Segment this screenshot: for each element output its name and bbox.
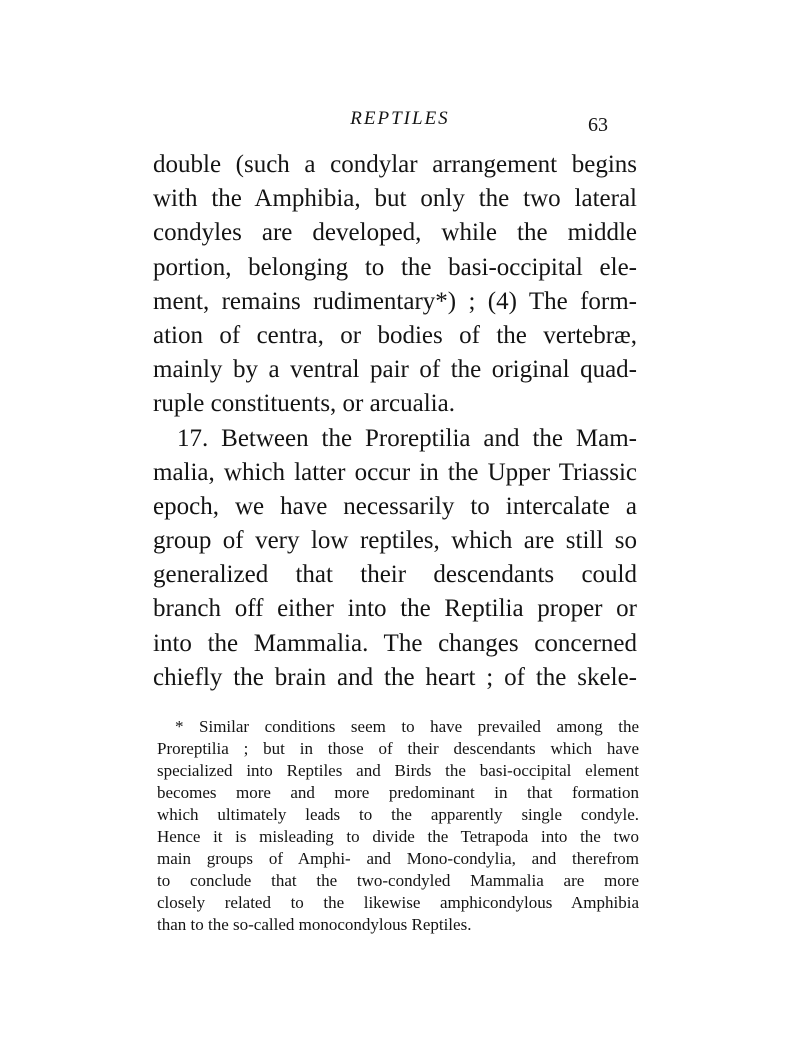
running-head [0,108,800,136]
body-line: chiefly the brain and the heart ; of the skele- [153,663,637,691]
body-line: condyles are developed, while the middle [153,219,637,247]
footnote-line: closely related to the likewise amphicondylous Amphibia [157,893,639,912]
body-line: epoch, we have necessarily to intercalate a [153,492,637,520]
body-line: generalized that their descendants could [153,561,637,589]
body-line: ruple constituents, or arcualia. [153,390,455,418]
footnote-line: to conclude that the two-condyled Mammalia are more [157,871,639,890]
body-line: ation of centra, or bodies of the vertebræ, [153,321,637,349]
body-text [153,148,637,695]
body-line: branch off either into the Reptilia proper or [153,595,637,623]
footnote-line: main groups of Amphi- and Mono-condylia, and therefrom [157,849,639,868]
footnote-line: Proreptilia ; but in those of their descendants which have [157,739,639,758]
body-line: into the Mammalia. The changes concerned [153,629,637,657]
footnote-line: becomes more and more predominant in that formation [157,783,639,802]
footnote-line: than to the so-called monocondylous Reptiles. [157,915,472,934]
running-title: REPTILES [350,108,450,129]
footnote-line: * Similar conditions seem to have prevailed among the [175,717,639,736]
paragraph-start-line: 17. Between the Proreptilia and the Mam- [177,424,637,452]
footnote-line: specialized into Reptiles and Birds the basi-occipital element [157,761,639,780]
footnote [157,716,639,936]
body-line: mainly by a ventral pair of the original quad- [153,356,637,384]
page-number: 63 [588,114,608,136]
body-line: double (such a condylar arrangement begins [153,151,637,178]
body-line: malia, which latter occur in the Upper Triassic [153,458,637,486]
footnote-line: Hence it is misleading to divide the Tetrapoda into the two [157,827,639,846]
body-line: group of very low reptiles, which are still so [153,527,637,555]
body-line: ment, remains rudimentary*) ; (4) The form- [153,287,637,315]
footnote-line: which ultimately leads to the apparently single condyle. [157,805,639,824]
body-line: portion, belonging to the basi-occipital ele- [153,253,637,281]
body-line: with the Amphibia, but only the two lateral [153,185,637,213]
